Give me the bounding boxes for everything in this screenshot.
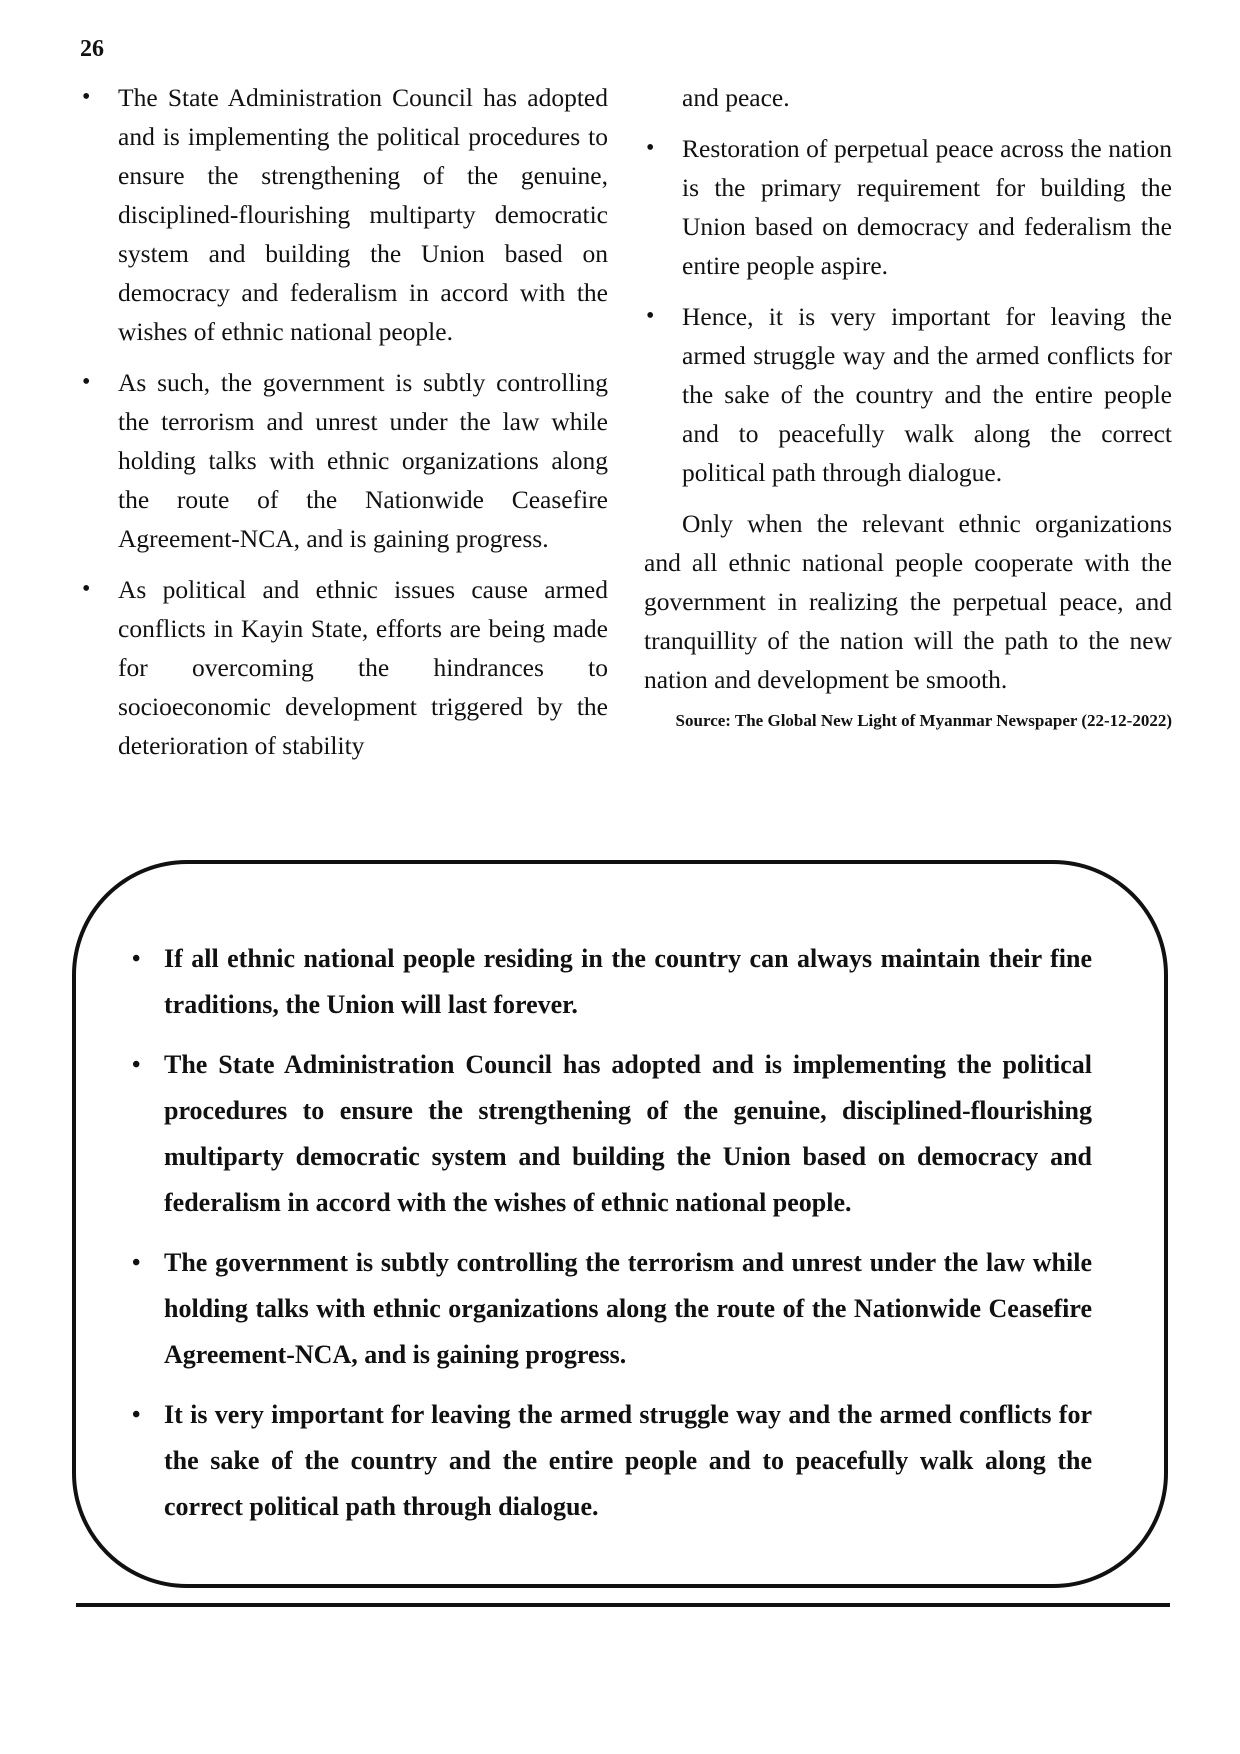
left-column [80, 78, 608, 777]
left-bullet-list [80, 78, 608, 765]
source-citation: Source: The Global New Light of Myanmar Newspaper (22-12-2022) [675, 711, 1172, 730]
left-bullet-1: • The State Administration Council has adopted and is implementing the political procedures to ensure the strengthening of the genuine, disciplined-flourishing multiparty democratic system and building the Union based on democracy and federalism in accord with the wishes of ethnic national people. [80, 78, 608, 351]
summary-item-3: • The government is subtly controlling the terrorism and unrest under the law while holding talks with ethnic organizations along the route of the Nationwide Ceasefire Agreement-NCA, and is gaining progress. [122, 1240, 1092, 1378]
bottom-rule [76, 1603, 1170, 1607]
summary-item-1: • If all ethnic national people residing in the country can always maintain their fine traditions, the Union will last forever. [122, 936, 1092, 1028]
right-bullet-2: • Hence, it is very important for leaving the armed struggle way and the armed conflicts for the sake of the country and the entire people and to peacefully walk along the correct political path through dialogue. [644, 297, 1172, 492]
left-bullet-2: • As such, the government is subtly controlling the terrorism and unrest under the law while holding talks with ethnic organizations along the route of the Nationwide Ceasefire Agreement-NCA, and is gaining progress. [80, 363, 608, 558]
right-bullet-1: • Restoration of perpetual peace across the nation is the primary requirement for building the Union based on democracy and federalism the entire people aspire. [644, 129, 1172, 285]
continued-text: and peace. [682, 83, 790, 112]
summary-list [122, 936, 1092, 1530]
page-number: 26 [80, 36, 104, 62]
right-column [644, 78, 1172, 733]
summary-box [72, 860, 1168, 1588]
right-bullet-list [644, 129, 1172, 492]
left-bullet-3: • As political and ethnic issues cause armed conflicts in Kayin State, efforts are being made for overcoming the hindrances to socioeconomic development triggered by the deterioration of stability [80, 570, 608, 765]
closing-paragraph: Only when the relevant ethnic organizations and all ethnic national people cooperate with the government in realizing the perpetual peace, and tranquillity of the nation will the path to the new nation and development be smooth. [644, 509, 1172, 694]
summary-item-4: • It is very important for leaving the armed struggle way and the armed conflicts for the sake of the country and the entire people and to peacefully walk along the correct political path through dialogue. [122, 1392, 1092, 1530]
summary-item-2: • The State Administration Council has adopted and is implementing the political procedures to ensure the strengthening of the genuine, disciplined-flourishing multiparty democratic system and building the Union based on democracy and federalism in accord with the wishes of ethnic national people. [122, 1042, 1092, 1226]
